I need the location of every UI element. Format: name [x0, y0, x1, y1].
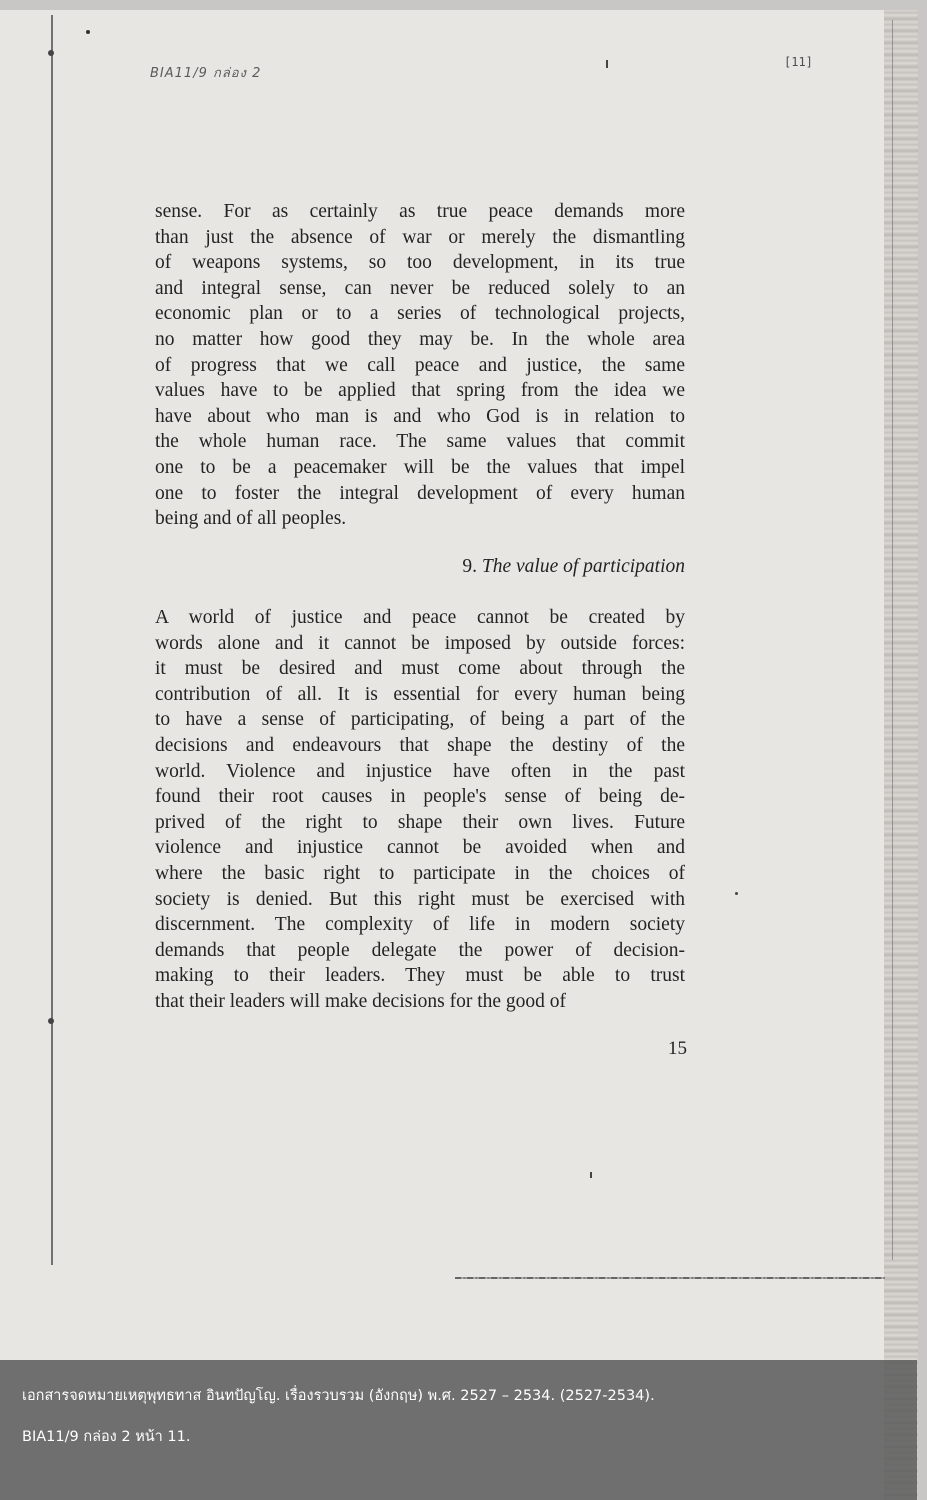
stray-mark: [590, 1172, 592, 1178]
text-line: values have to be applied that spring from the idea we: [155, 380, 685, 402]
text-line: economic plan or to a series of technological projects,: [155, 303, 685, 325]
text-line: have about who man is and who God is in relation to: [155, 405, 685, 427]
text-line: being and of all peoples.: [155, 508, 347, 530]
text-line: demands that people delegate the power of decision-: [155, 939, 685, 961]
text-line: that their leaders will make decisions for the good of: [155, 990, 567, 1012]
text-line: making to their leaders. They must be able to trust: [155, 965, 685, 987]
text-line: contribution of all. It is essential for every human being: [155, 683, 685, 705]
text-line: discernment. The complexity of life in modern society: [155, 914, 685, 936]
paragraph-2: [155, 605, 685, 1015]
page-number: 15: [668, 1038, 687, 1059]
text-line: violence and injustice cannot be avoided when and: [155, 837, 685, 859]
text-line: it must be desired and must come about through the: [155, 658, 685, 680]
text-line: sense. For as certainly as true peace demands more: [155, 201, 685, 222]
left-margin-line: [51, 15, 53, 1265]
text-line: of weapons systems, so too development, in its true: [155, 252, 685, 274]
caption-title: เอกสารจดหมายเหตุพุทธทาส อินทปัญโญ. เรื่องรวบรวม (อังกฤษ) พ.ศ. 2527 – 2534. (2527-2534).: [22, 1388, 655, 1404]
text-line: prived of the right to shape their own lives. Future: [155, 811, 685, 833]
text-line: one to be a peacemaker will be the values that impel: [155, 456, 685, 478]
text-line: the whole human race. The same values that commit: [155, 431, 685, 453]
text-line: one to foster the integral development of every human: [155, 482, 685, 504]
text-line: than just the absence of war or merely the dismantling: [155, 226, 685, 248]
paper-edge-line: [892, 20, 893, 1260]
punch-mark: [86, 30, 90, 34]
section-title: The value of participation: [481, 556, 685, 577]
paragraph-1: [155, 199, 685, 532]
page-reference-mark: [11]: [784, 55, 813, 69]
text-line: words alone and it cannot be imposed by outside forces:: [155, 632, 685, 654]
text-line: to have a sense of participating, of being a part of the: [155, 709, 685, 731]
text-line: of progress that we call peace and justice, the same: [155, 354, 685, 376]
text-line: no matter how good they may be. In the whole area: [155, 328, 685, 350]
text-line: A world of justice and peace cannot be created by: [155, 607, 685, 628]
section-number: 9.: [462, 556, 478, 577]
archive-caption-band: [0, 1360, 917, 1500]
text-line: and integral sense, can never be reduced solely to an: [155, 277, 685, 299]
text-line: world. Violence and injustice have often in the past: [155, 760, 685, 782]
section-heading: [155, 556, 685, 578]
stray-mark: [735, 892, 738, 895]
text-line: decisions and endeavours that shape the destiny of the: [155, 734, 685, 756]
bottom-dashed-line: [455, 1277, 885, 1279]
stray-mark: [606, 60, 608, 68]
margin-speck: [48, 50, 54, 56]
paper-edge-shadow: [884, 10, 918, 1500]
text-line: found their root causes in people's sense of being de-: [155, 786, 685, 808]
text-line: where the basic right to participate in the choices of: [155, 862, 685, 884]
text-line: society is denied. But this right must be exercised with: [155, 888, 685, 910]
caption-reference: BIA11/9 กล่อง 2 หน้า 11.: [22, 1429, 191, 1445]
margin-speck: [48, 1018, 54, 1024]
handwritten-archive-note: BIA11/9 กล่อง 2: [150, 66, 262, 81]
